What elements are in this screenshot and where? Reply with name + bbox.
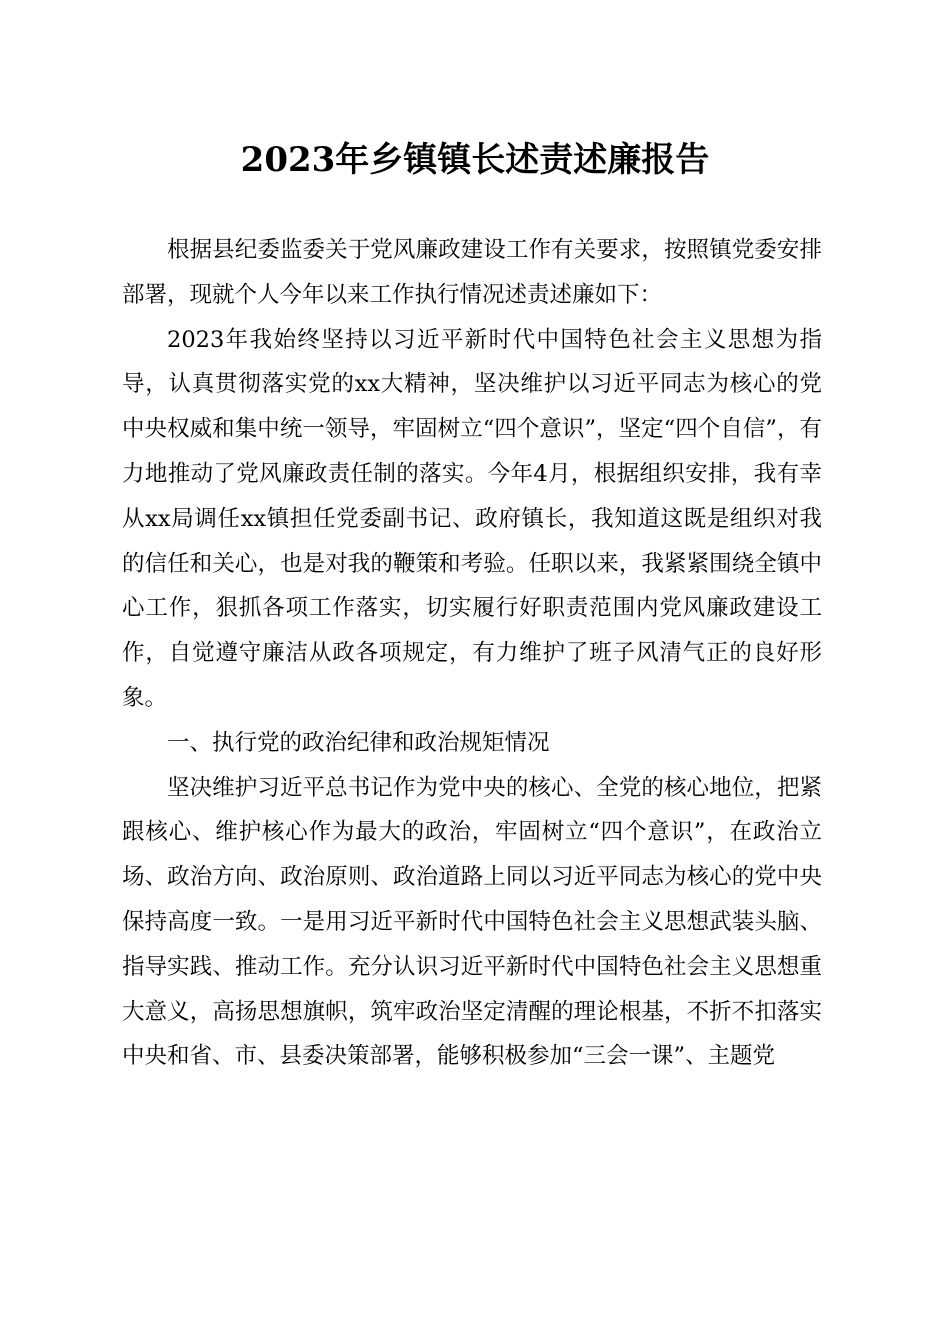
- section-heading: 一、执行党的政治纪律和政治规矩情况: [167, 729, 550, 756]
- intro-paragraph: 根据县纪委监委关于党风廉政建设工作有关要求，按照镇党委安排部署，现就个人今年以来工作执行情况述责述廉如下：: [122, 237, 822, 308]
- document-body: [122, 228, 822, 1079]
- document-title: 2023年乡镇镇长述责述廉报告: [240, 140, 710, 180]
- section-paragraph: 坚决维护习近平总书记作为党中央的核心、全党的核心地位，把紧跟核心、维护核心作为最大的政治，牢固树立“四个意识”，在政治立场、政治方向、政治原则、政治道路上同以习近平同志为核心的党中央保持高度一致。一是用习近平新时代中国特色社会主义思想武装头脑、指导实践、推动工作。充分认识习近平新时代中国特色社会主义思想重大意义，高扬思想旗帜，筑牢政治坚定清醒的理论根基，不折不扣落实中央和省、市、县委决策部署，能够积极参加“三会一课”、主题党: [122, 774, 822, 1070]
- overview-paragraph: 2023年我始终坚持以习近平新时代中国特色社会主义思想为指导，认真贯彻落实党的xx大精神，坚决维护以习近平同志为核心的党中央权威和集中统一领导，牢固树立“四个意识”，坚定“四个自信”，有力地推动了党风廉政责任制的落实。今年4月，根据组织安排，我有幸从xx局调任xx镇担任党委副书记、政府镇长，我知道这既是组织对我的信任和关心，也是对我的鞭策和考验。任职以来，我紧紧围绕全镇中心工作，狠抓各项工作落实，切实履行好职责范围内党风廉政建设工作，自觉遵守廉洁从政各项规定，有力维护了班子风清气正的良好形象。: [122, 326, 822, 711]
